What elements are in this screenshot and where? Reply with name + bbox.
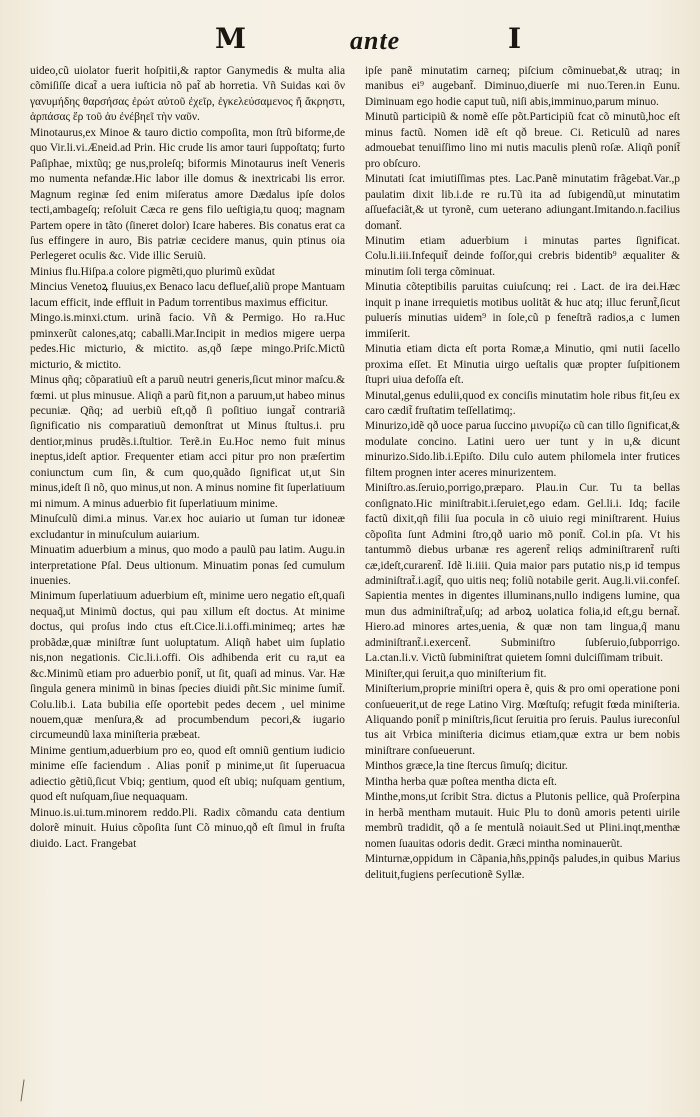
entry-minutal: Minutal,genus edulii,quod ex conciſis minutatim hole ribus fit,ſeu ex caro cædit̃ fruſtatim teſſellatimq;. bbox=[365, 389, 680, 417]
entry-minutia-porta: Minutia etiam dicta eſt porta Romæ,a Minutio, qmi nutii ſacello proxima eſſet. Et Minutia uirgo ueſtalis quæ propter ſuſpitionem ſtupri uiua defoſſa eſt. bbox=[365, 343, 680, 387]
entry-minotaurus: Minotaurus,ex Minoe & tauro dictio compoſita, mon ſtrũ biforme,de quo Vir.li.vi.Æneid.ad Prin. Hic crude lis amor tauri ſuppoſtatq; furto Paſiphae, mixtũq; ge nus,proleſq; biformis Minotaurus ineſt Veneris mo numenta nefandæ.Hic labor ille domus & inextricabi lis error. Magnum reginæ ſed enim miſeratus amore Dædalus ipſe dolos tecti,ambageſq; reſoluit Cæca re gens filo ueſtigia,tu quoq; magnam Partem opere in tãto (ſineret dolor) Icare haberes. Bis conatus erat ca ſus effingere in auro, Bis patriæ cecidere manus, quin ptinus oia Perlegeret oculis &c. Vide illic Seruiũ. bbox=[30, 126, 345, 263]
entry-minius: Minius flu.Hiſpa.a colore pigmẽti,quo plurimũ exũdat bbox=[30, 265, 275, 278]
entry-minurizo: Minurizo,idẽ qð uoce parua ſuccino μινυρίζω cũ can tillo ſignificat,& modulate concino. Latini uero uer tunt y in u,& dicunt minurizo.Sido.lib.i.Epiſto. Dilu culo autem philomela inter frutices filtem prognen inter aceres minurizentem. bbox=[365, 420, 680, 479]
entry-mintha: Mintha herba quæ poſtea mentha dicta eſt. bbox=[365, 775, 558, 788]
entry-minthe: Minthe,mons,ut ſcribit Stra. dictus a Plutonis pellice, quã Proſerpina in herbã mentham mutauit. Huic Plu to donũ amoris petenti uirile membrũ tradidit, qð a ſe mentulã noiauit.Sed ut Plini.inqt,menthæ nomen ſuauitas odoris dedit. Græci mintha nominauerũt. bbox=[365, 791, 680, 850]
entry-minuatim: Minuatim aduerbium a minus, quo modo a paulũ pau latim. Augu.in interpretatione Pſal. Deus ultionum. Minuatim ponas ſed cumulum inuenies. bbox=[30, 544, 345, 587]
running-head bbox=[30, 22, 680, 58]
entry-mingo: Mingo.is.minxi.ctum. urinã facio. Vñ & Permigo. Ho ra.Huc pminxerũt calones,atq; caballi.Mar.Incipit in medios migere uerpa pedes.Hic micturio, & mictito. as,qð ſæpe mingo.Priſc.Mictũ micturio, & mictito. bbox=[30, 312, 345, 371]
entry-minime-gentium: Minime gentium,aduerbium pro eo, quod eſt omniũ gentium iudicio minime eſſe faciendum . Alias ponit̃ p minime,ut ſit ſuperuacua adiectio gẽtiũ,ſicut Vbiq; gentium, quod eſt ubiq; nuſquam gentium, quod eſt nuſquam,ſiue nequaquam. bbox=[30, 744, 345, 804]
entry-minutati: Minutati ſcat imiutiſſimas ptes. Lac.Panẽ minutatim frãgebat.Var.,p paulatim dixit lib.i.de re ru.Tũ ita ad ſubigendũ,ut minutatim aſſuefaciãt,& ut tyronẽ, cum ueterano adiungant.Imitando.n.facilius domant̃. bbox=[365, 173, 680, 232]
two-column-text bbox=[30, 64, 680, 883]
left-column bbox=[30, 64, 345, 883]
right-column bbox=[365, 64, 680, 883]
entry-left-0: uideo,cũ uiolator fuerit hoſpitii,& raptor Ganymedis & multa alia cõmiſiſſe dicat̃ a uera iuſticia nõ pat̃ ab horretia. Vñ Suidas καὶ ὃν γανυμήδης θαρσήσας ἐρώτ αὐτοῦ ἐχεῖρ, ἐγκελεύσαμενος ἤ ἄκρηστι, ἀρπάσας ἔρ τοῦ ἀυ ἐνέβηεῖ τὴν ναῦν. bbox=[30, 65, 345, 124]
entry-minturnae: Minturnæ,oppidum in Cãpania,hñs,ppinq̃s paludes,in quibus Marius delituit,fugiens perſecutionẽ Syllæ. bbox=[365, 853, 680, 881]
entry-mincius: Mincius Venetoꝝ fluuius,ex Benaco lacu deflueſ,aliũ prope Mantuam lacum efficit, inde effluit in Padum torrentibus maximus efficitur. bbox=[30, 281, 345, 309]
header-letter-left: M bbox=[215, 22, 246, 55]
entry-minimum: Minimum ſuperlatiuum aduerbium eſt, minime uero negatio eſt,quaſi nequaq̃,ut Minimũ doctus, qui pau xillum eſt doctus. At minime doctus, qui proſus indo ctus eſt.Cice.li.i.offi.minimeq; artes hæ probãdæ,quæ miniſtræ ſunt uoluptatum. Aliqñ habet uim ſuplatio nis,non negationis. Cic.li.i.offi. Ois adhibenda erit cu ra,ut ea &c.Minimũ etiam pro aduerbio ponit̃, ut ſit, quaſi ad minus. Var. Hæ ſingula genera minimũ in binas ſpecies diuidi pñt.Sic minime ſumit̃. Colu.lib.i. Lata bubilia eſſe oportebit pedes decem , uel minime nouem,quæ menſura,& ad procumbendum pecori,& iugario circumeundũ laxa miniſteria præbeat. bbox=[30, 590, 345, 742]
entry-minthos: Minthos græce,la tine ſtercus ſimuſq; dicitur. bbox=[365, 760, 568, 773]
entry-minutim: Minutim etiam aduerbium i minutas partes ſignificat. Colu.li.iii.Infequit̃ deinde foſſor,qui crebris bidentib⁹ æqualiter & minutim ſoli terga cõminuat. bbox=[365, 234, 680, 278]
entry-right-0: ipſe panẽ minutatim carneq; piſcium cõminuebat,& utraq; in manibus ei⁹ augebant̃. Diminuo,diuerſe mi nuo.Teren.in Eunu. Diminuam ego hodie caput tuũ, niſi abis,imminuo,parum minuo. bbox=[365, 65, 680, 108]
header-letter-right: I bbox=[508, 22, 522, 55]
header-word: ante bbox=[350, 26, 401, 55]
entry-minutia: Minutia cõteptibilis paruitas cuiuſcunq; rei . Lact. de ira dei.Hæc inquit p inane irrequietis motibus uolitãt & huc atq; illuc ferunt̃,ſicut puluerís minutias uidem⁹ in ſole,cũ p feneſtrã radios,a c lumen immiſerit. bbox=[365, 281, 680, 340]
entry-minuo: Minuo.is.ui.tum.minorem reddo.Pli. Radix cõmandu cata dentium dolorẽ minuit. Huius cõpoſita ſunt Cõ minuo,qð eſt ſimul in fruſta diuido. Lact. Frangebat bbox=[30, 806, 345, 850]
entry-ministerium: Miniſterium,proprie miniſtri opera ẽ, quis & pro omi operatione poni conſueuerit,ut de rege Latino Virg. Mœſtuſq; refugit fœda miniſteria. Aliquando ponit̃ p miniſtris,ſicut ſeruitia pro ſeruis. Paulus iureconſul tus ait Vrbica miniſteria dicimus etiam,quæ extra ur bem nobis miniſtrare conſueuerunt. bbox=[365, 683, 680, 757]
margin-mark bbox=[21, 1079, 33, 1102]
entry-minus: Minus qñq; cõparatiuũ eſt a paruũ neutri generis,ſicut minor maſcu.& fœmi. ut plus minusue. Aliqñ a parũ fit,non a paruum,ut habeo minus pecuniæ. Qñq; ad uerbiũ eſt,qð ſi poſitiuo iungat̃ contrariã ſignificatio nis comparatiuũ demonſtrat ut Minus ſtultus.i. pru dentior,minus prudẽs.i.ſtultior. Terẽ.in Eu.Hoc nemo fuit minus ineptus,ideſt aptior. Frequenter etiam acci pitur pro non præſertim coniunctum cum ſin, & cum quo,quãdo ſignificat ut,ut Sin minus,ideſt ſi nõ, quo minus,ut non. A minus nomine fit ſuperlatiuum mi nimum. A minus aduerbio fit ſuperlatiuum minime. bbox=[30, 374, 345, 510]
entry-minister: Miniſter,qui ſeruit,a quo miniſterium fit. bbox=[365, 667, 547, 680]
entry-minusculum: Minuſculũ dimi.a minus. Var.ex hoc auiario ut ſuman tur idoneæ excludantur in minuſculum auiarium. bbox=[30, 513, 345, 541]
entry-ministro: Miniſtro.as.ſeruio,porrigo,præparo. Plau.in Cur. Tu ta bellas conſignato.Hic miniſtrabit.i.ſeruiet,ego edam. Gel.li.i. Idq; facile factũ dixit,qñ filii ſua pocula in cõ uiuio regi miniſtrarent. Huius cõpoſita ſunt Admini ſtro,qð uario mõ ponit̃. Col.in pſa. Vt his tantummõ diebus urbanæ res agerent̃ reliqs adminiſtrarent̃ ruſti cæ,ideſt,curarent̃. Idẽ li.iiii. Quia maior pars putatio nis,p id tempus adminiſtrat̃.i.agit̃, quo uitis neq; foliũ notabile gerit. Aug.li.vii.confeſ. Sapientia mentes in digentes illuminans,nullo indigens lumine, qua mun dus adminiſtrat̃,uſq; ad arboꝝ uolatica folia,id eſt,gu bernat̃. Hiero.ad minores artes,uenia, & quæ non tam lingua,q̃ manu adminiſtrant̃.i.exercent̃. Subminiſtro ſubſeruio,ſubporrigo. La.ctan.li.v. Victũ ſubminiſtrat quietem ſomni dulciſſimam tribuit. bbox=[365, 482, 680, 665]
entry-minutum: Minutũ participiũ & nomẽ eſſe põt.Participiũ fcat cõ minutũ,hoc eſt minus factũ. Nomen idẽ eſt qð breue. Ci. Reticulũ ad nares admouebat tenuiſſimo lino mi nutis maculis plenũ roſæ. Aliqñ ponit̃ pro obſcuro. bbox=[365, 111, 680, 170]
